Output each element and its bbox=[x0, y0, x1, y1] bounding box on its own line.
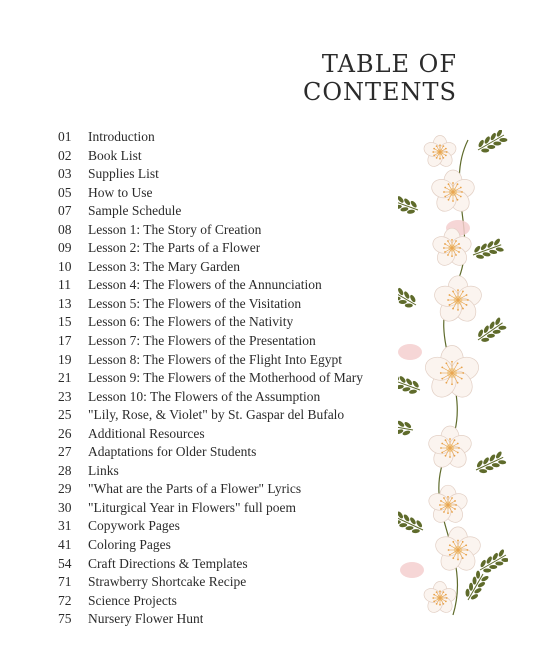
toc-page-number: 21 bbox=[58, 370, 72, 386]
toc-entry bbox=[58, 555, 418, 574]
toc-entry-label: Introduction bbox=[88, 129, 155, 144]
toc-entry bbox=[58, 443, 418, 462]
toc-entry bbox=[58, 369, 418, 388]
toc-page-number: 08 bbox=[58, 221, 72, 237]
toc-page-number: 27 bbox=[58, 444, 72, 460]
toc-page-number: 31 bbox=[58, 518, 72, 534]
toc-page-number: 03 bbox=[58, 166, 72, 182]
toc-entry-label: How to Use bbox=[88, 184, 153, 200]
toc-entry bbox=[58, 258, 418, 277]
toc-entry bbox=[58, 239, 418, 258]
toc-page-number: 72 bbox=[58, 592, 72, 608]
toc-entry bbox=[58, 592, 418, 611]
toc-page-number: 29 bbox=[58, 481, 72, 497]
toc-page-number: 28 bbox=[58, 462, 72, 478]
toc-page-number: 05 bbox=[58, 184, 72, 200]
toc-entry-label: Lesson 5: The Flowers of the Visitation bbox=[88, 295, 302, 311]
toc-entry-label: Links bbox=[88, 462, 119, 478]
toc-entry-label: Additional Resources bbox=[88, 425, 205, 441]
toc-entry-label: Adaptations for Older Students bbox=[88, 444, 257, 460]
toc-entry-label: "Lily, Rose, & Violet" by St. Gaspar del Bufalo bbox=[88, 407, 345, 423]
toc-page-number: 30 bbox=[58, 499, 72, 515]
toc-entry-label: Science Projects bbox=[88, 592, 177, 608]
table-of-contents-list bbox=[58, 128, 418, 629]
toc-entry bbox=[58, 610, 418, 629]
toc-page-number: 15 bbox=[58, 314, 72, 330]
toc-page-number: 10 bbox=[58, 258, 72, 274]
toc-entry bbox=[58, 221, 418, 240]
toc-entry bbox=[58, 276, 418, 295]
toc-page-number: 71 bbox=[58, 574, 72, 590]
toc-entry-label: "Liturgical Year in Flowers" full poem bbox=[88, 499, 296, 515]
flower-garland-icon bbox=[398, 130, 508, 620]
title-line-1: TABLE OF bbox=[321, 50, 457, 78]
toc-entry-label: Lesson 10: The Flowers of the Assumption bbox=[88, 388, 321, 404]
toc-entry-label: Lesson 2: The Parts of a Flower bbox=[88, 240, 261, 256]
toc-entry bbox=[58, 480, 418, 499]
toc-entry-label: "What are the Parts of a Flower" Lyrics bbox=[88, 481, 302, 497]
toc-entry bbox=[58, 313, 418, 332]
toc-entry-label: Lesson 6: The Flowers of the Nativity bbox=[88, 314, 294, 330]
page-title bbox=[197, 50, 457, 106]
toc-entry-label: Lesson 1: The Story of Creation bbox=[88, 221, 262, 237]
toc-page-number: 09 bbox=[58, 240, 72, 256]
toc-entry-label: Nursery Flower Hunt bbox=[88, 611, 204, 627]
toc-entry-label: Lesson 9: The Flowers of the Motherhood of Mary bbox=[88, 370, 363, 386]
toc-page-number: 23 bbox=[58, 388, 72, 404]
toc-entry bbox=[58, 147, 418, 166]
toc-entry bbox=[58, 202, 418, 221]
toc-page-number: 17 bbox=[58, 333, 72, 349]
toc-entry bbox=[58, 388, 418, 407]
toc-entry-label: Strawberry Shortcake Recipe bbox=[88, 574, 247, 590]
toc-entry bbox=[58, 332, 418, 351]
toc-entry-label: Sample Schedule bbox=[88, 203, 182, 219]
toc-entry-label: Lesson 3: The Mary Garden bbox=[88, 258, 240, 274]
toc-entry bbox=[58, 425, 418, 444]
toc-entry-label: Lesson 4: The Flowers of the Annunciation bbox=[88, 277, 322, 293]
toc-entry bbox=[58, 406, 418, 425]
toc-entry bbox=[58, 462, 418, 481]
toc-entry-label: Book List bbox=[88, 147, 142, 163]
toc-entry bbox=[58, 499, 418, 518]
toc-entry-label: Lesson 7: The Flowers of the Presentation bbox=[88, 333, 316, 349]
toc-entry-label: Copywork Pages bbox=[88, 518, 180, 534]
toc-page-number: 54 bbox=[58, 555, 72, 571]
toc-entry bbox=[58, 573, 418, 592]
toc-page-number: 25 bbox=[58, 407, 72, 423]
toc-page-number: 19 bbox=[58, 351, 72, 367]
toc-page-number: 01 bbox=[58, 129, 72, 144]
toc-page-number: 75 bbox=[58, 611, 72, 627]
toc-entry bbox=[58, 184, 418, 203]
toc-entry-label: Coloring Pages bbox=[88, 537, 171, 553]
toc-page-number: 11 bbox=[58, 277, 71, 293]
toc-entry bbox=[58, 128, 418, 147]
toc-entry bbox=[58, 517, 418, 536]
toc-page-number: 26 bbox=[58, 425, 72, 441]
toc-page-number: 02 bbox=[58, 147, 72, 163]
toc-entry bbox=[58, 295, 418, 314]
toc-page-number: 41 bbox=[58, 537, 72, 553]
toc-page-number: 13 bbox=[58, 295, 72, 311]
toc-entry bbox=[58, 536, 418, 555]
toc-entry-label: Lesson 8: The Flowers of the Flight Into Egypt bbox=[88, 351, 342, 367]
toc-entry-label: Supplies List bbox=[88, 166, 159, 182]
toc-entry bbox=[58, 165, 418, 184]
toc-entry bbox=[58, 351, 418, 370]
title-line-2: CONTENTS bbox=[302, 78, 457, 106]
toc-entry-label: Craft Directions & Templates bbox=[88, 555, 248, 571]
toc-page-number: 07 bbox=[58, 203, 72, 219]
